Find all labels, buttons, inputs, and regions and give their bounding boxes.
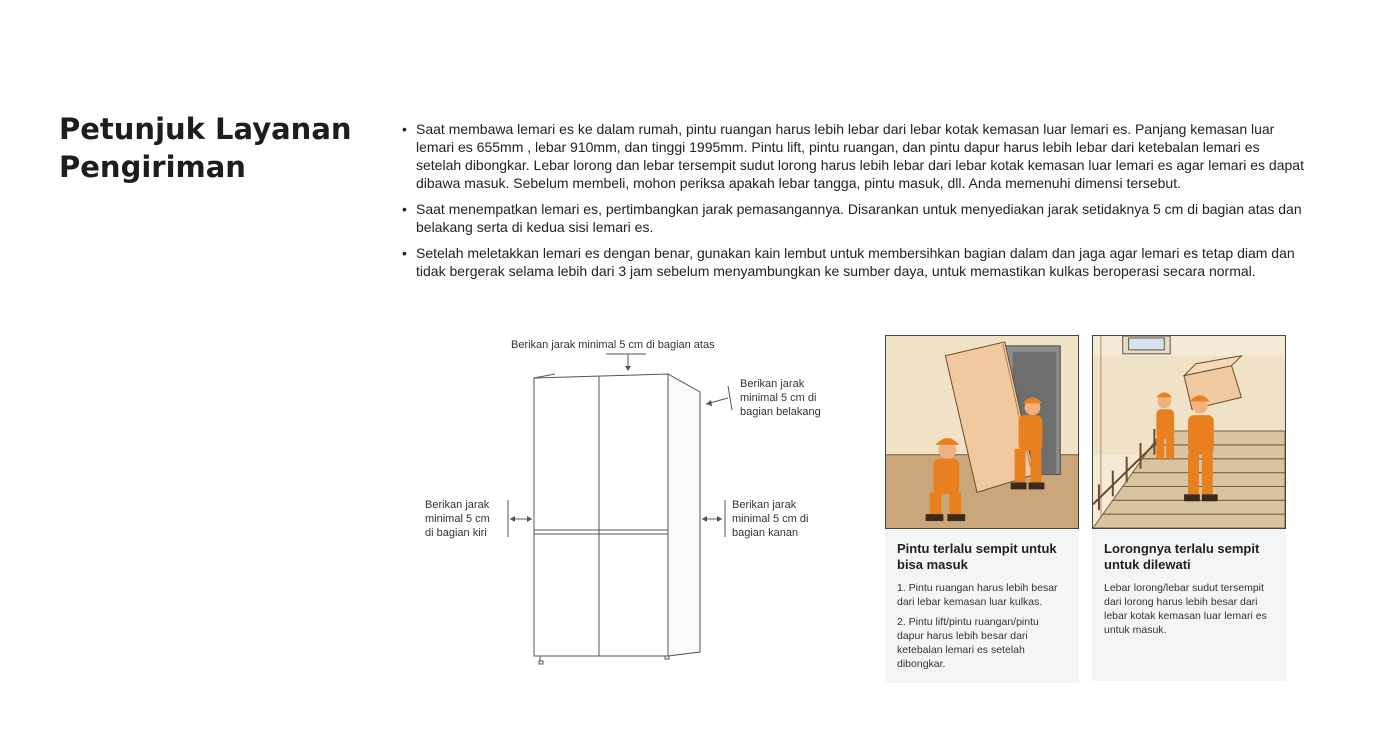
panel-text: Lebar lorong/lebar sudut tersempit dari lorong harus lebih besar dari lebar kotak kemasan luar lemari es untuk masuk. [1104, 582, 1267, 636]
page-title-line-2: Pengiriman [59, 150, 246, 184]
narrow-door-panel [885, 335, 1079, 683]
fridge-clearance-diagram [420, 330, 850, 665]
instruction-list [400, 120, 1305, 288]
panel-heading: Pintu terlalu sempit untuk bisa masuk [897, 541, 1057, 572]
panel-heading: Lorongnya terlalu sempit untuk dilewati [1104, 541, 1260, 572]
top-clearance-label: Berikan jarak minimal 5 cm di bagian atas [511, 339, 715, 351]
page-title [59, 110, 359, 186]
page-title-line-1: Petunjuk Layanan [59, 112, 352, 146]
instruction-item: • Saat menempatkan lemari es, pertimbangkan jarak pemasangannya. Disarankan untuk menyediakan jarak setidaknya 5 cm di bagian atas dan belakang serta di kedua sisi lemari es. [400, 200, 1305, 236]
panel-text: 2. Pintu lift/pintu ruangan/pintu dapur harus lebih besar dari ketebalan lemari es setelah dibongkar. [897, 616, 1039, 670]
door-delivery-illustration [885, 335, 1079, 529]
right-clearance-label: Berikan jarak minimal 5 cm di bagian kanan [732, 499, 809, 539]
instruction-item: • Saat membawa lemari es ke dalam rumah, pintu ruangan harus lebih lebar dari lebar kotak kemasan luar lemari es. Panjang kemasan luar lemari es 655mm , lebar 910mm, dan tinggi 1995mm. Pintu lift, pintu ruangan, dan pintu dapur harus lebih lebar dari ketebalan lemari es setelah dibongkar. Lebar lorong dan lebar tersempit sudut lorong harus lebih lebar dari lebar kotak kemasan luar lemari es agar lemari es dapat dibawa masuk. Sebelum membeli, mohon periksa apakah lebar tangga, pintu masuk, dll. Anda memenuhi dimensi tersebut. [400, 120, 1305, 192]
left-clearance-label: Berikan jarak minimal 5 cm di bagian kiri [425, 499, 490, 539]
instruction-item: • Setelah meletakkan lemari es dengan benar, gunakan kain lembut untuk membersihkan bagian dalam dan jaga agar lemari es tetap diam dan tidak bergerak selama lebih dari 3 jam sebelum menyambungkan ke sumber daya, untuk memastikan kulkas beroperasi secara normal. [400, 244, 1305, 280]
narrow-hallway-panel [1092, 335, 1286, 681]
panel-text: 1. Pintu ruangan harus lebih besar dari lebar kemasan luar kulkas. [897, 582, 1058, 608]
back-clearance-label: Berikan jarak minimal 5 cm di bagian belakang [740, 378, 821, 418]
stairs-delivery-illustration [1092, 335, 1286, 529]
